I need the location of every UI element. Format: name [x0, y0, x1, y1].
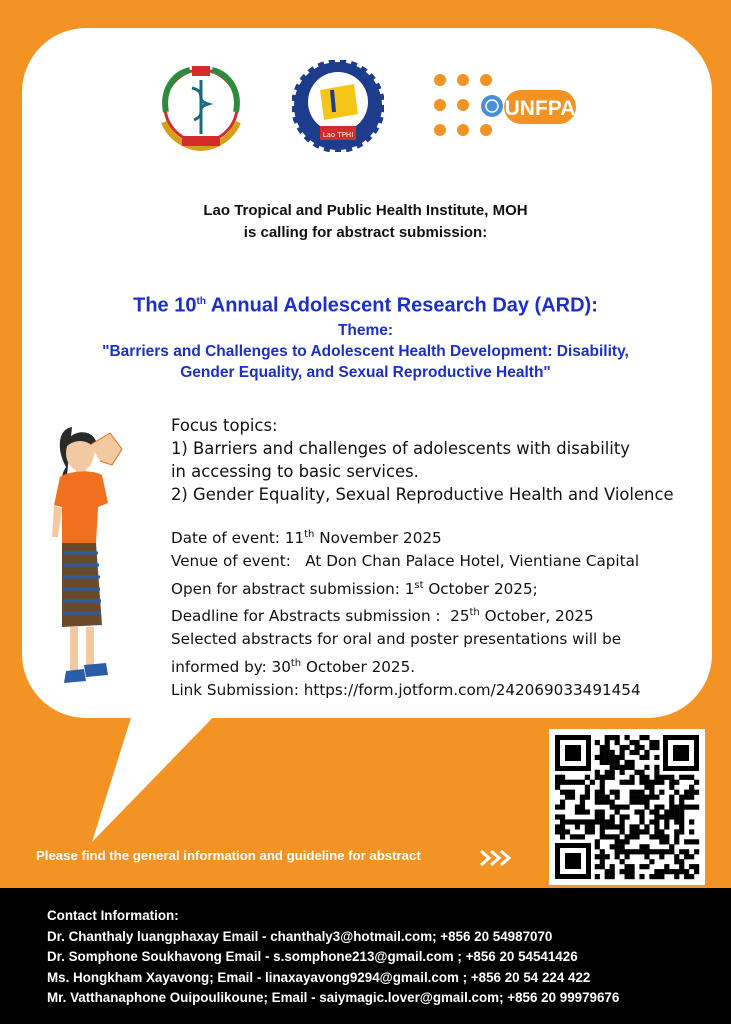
- unfpa-logo: [430, 72, 580, 142]
- contact-line: Dr. Chanthaly luangphaxay Email - chanthaly3@hotmail.com; +856 20 54987070: [47, 928, 553, 944]
- qr-code[interactable]: [549, 729, 705, 885]
- ard-section: [0, 288, 731, 383]
- selected-abstracts-line-1: Selected abstracts for oral and poster presentations will be: [171, 630, 622, 649]
- focus-topic-1-line-2: in accessing to basic services.: [171, 462, 419, 481]
- guideline-text: Please find the general information and guideline for abstract: [36, 848, 421, 863]
- ard-title: [0, 288, 731, 320]
- deadline-rest: October, 2025: [479, 607, 594, 626]
- adolescent-girl-illustration: [50, 425, 140, 695]
- institute-name: Lao Tropical and Public Health Institute, MOH: [203, 202, 528, 219]
- selected-sup: th: [290, 657, 302, 669]
- selected-rest: October 2025.: [301, 657, 416, 676]
- unfpa-logo-text: UNFPA: [504, 97, 576, 120]
- contact-line: Ms. Hongkham Xayavong; Email - linaxayavong9294@gmail.com ; +856 20 54 224 422: [47, 969, 591, 985]
- event-date: [171, 523, 641, 550]
- submission-open-rest: October 2025;: [423, 579, 538, 598]
- logo-row: [0, 60, 731, 160]
- event-date-rest: November 2025: [314, 529, 442, 548]
- focus-topics: [171, 414, 674, 506]
- contact-line: Dr. Somphone Soukhavong Email - s.somphone213@gmail.com ; +856 20 54541426: [47, 949, 578, 964]
- focus-topic-1-line-1: 1) Barriers and challenges of adolescents with disability: [171, 439, 630, 458]
- submission-open-sup: st: [414, 579, 424, 591]
- event-date-label: Date of event: 11: [171, 529, 305, 548]
- selected-label: informed by: 30: [171, 657, 291, 676]
- focus-topic-2: 2) Gender Equality, Sexual Reproductive Health and Violence: [171, 485, 674, 504]
- submission-link[interactable]: Link Submission: https://form.jotform.com/242069033491454: [171, 681, 641, 700]
- theme-label: Theme:: [337, 321, 394, 339]
- focus-heading: Focus topics:: [171, 416, 278, 435]
- contact-info: [47, 906, 619, 1009]
- tphi-logo-text: Lao TPHI: [322, 131, 354, 139]
- deadline-label: Deadline for Abstracts submission : 25: [171, 607, 470, 626]
- contact-heading: Contact Information:: [47, 908, 179, 923]
- submission-open-label: Open for abstract submission: 1: [171, 579, 415, 598]
- call-for-abstracts: is calling for abstract submission:: [243, 224, 488, 241]
- ard-title-sup: th: [196, 296, 206, 307]
- tphi-logo: [292, 60, 384, 152]
- ministry-of-health-logo: [152, 62, 250, 154]
- contact-line: Mr. Vatthanaphone Ouipoulikoune; Email - saiymagic.lover@gmail.com; +856 20 99979676: [47, 990, 620, 1005]
- institute-announcement: [0, 200, 731, 244]
- event-date-sup: th: [304, 529, 315, 540]
- double-chevron-right-icon: [479, 849, 515, 867]
- event-venue: Venue of event: At Don Chan Palace Hotel, Vientiane Capital: [171, 552, 640, 571]
- theme-line-1: "Barriers and Challenges to Adolescent Health Development: Disability,: [102, 342, 629, 360]
- submission-open: [171, 574, 641, 601]
- theme-line-2: Gender Equality, and Sexual Reproductive Health": [180, 363, 551, 381]
- submission-deadline: [171, 601, 641, 628]
- selected-abstracts-line-2: [171, 652, 641, 679]
- ard-title-pre: The 10: [133, 294, 197, 317]
- event-info: [171, 523, 641, 702]
- ard-title-post: Annual Adolescent Research Day (ARD):: [205, 294, 598, 317]
- unfpa-dots-icon: [430, 72, 580, 142]
- deadline-sup: th: [469, 607, 480, 619]
